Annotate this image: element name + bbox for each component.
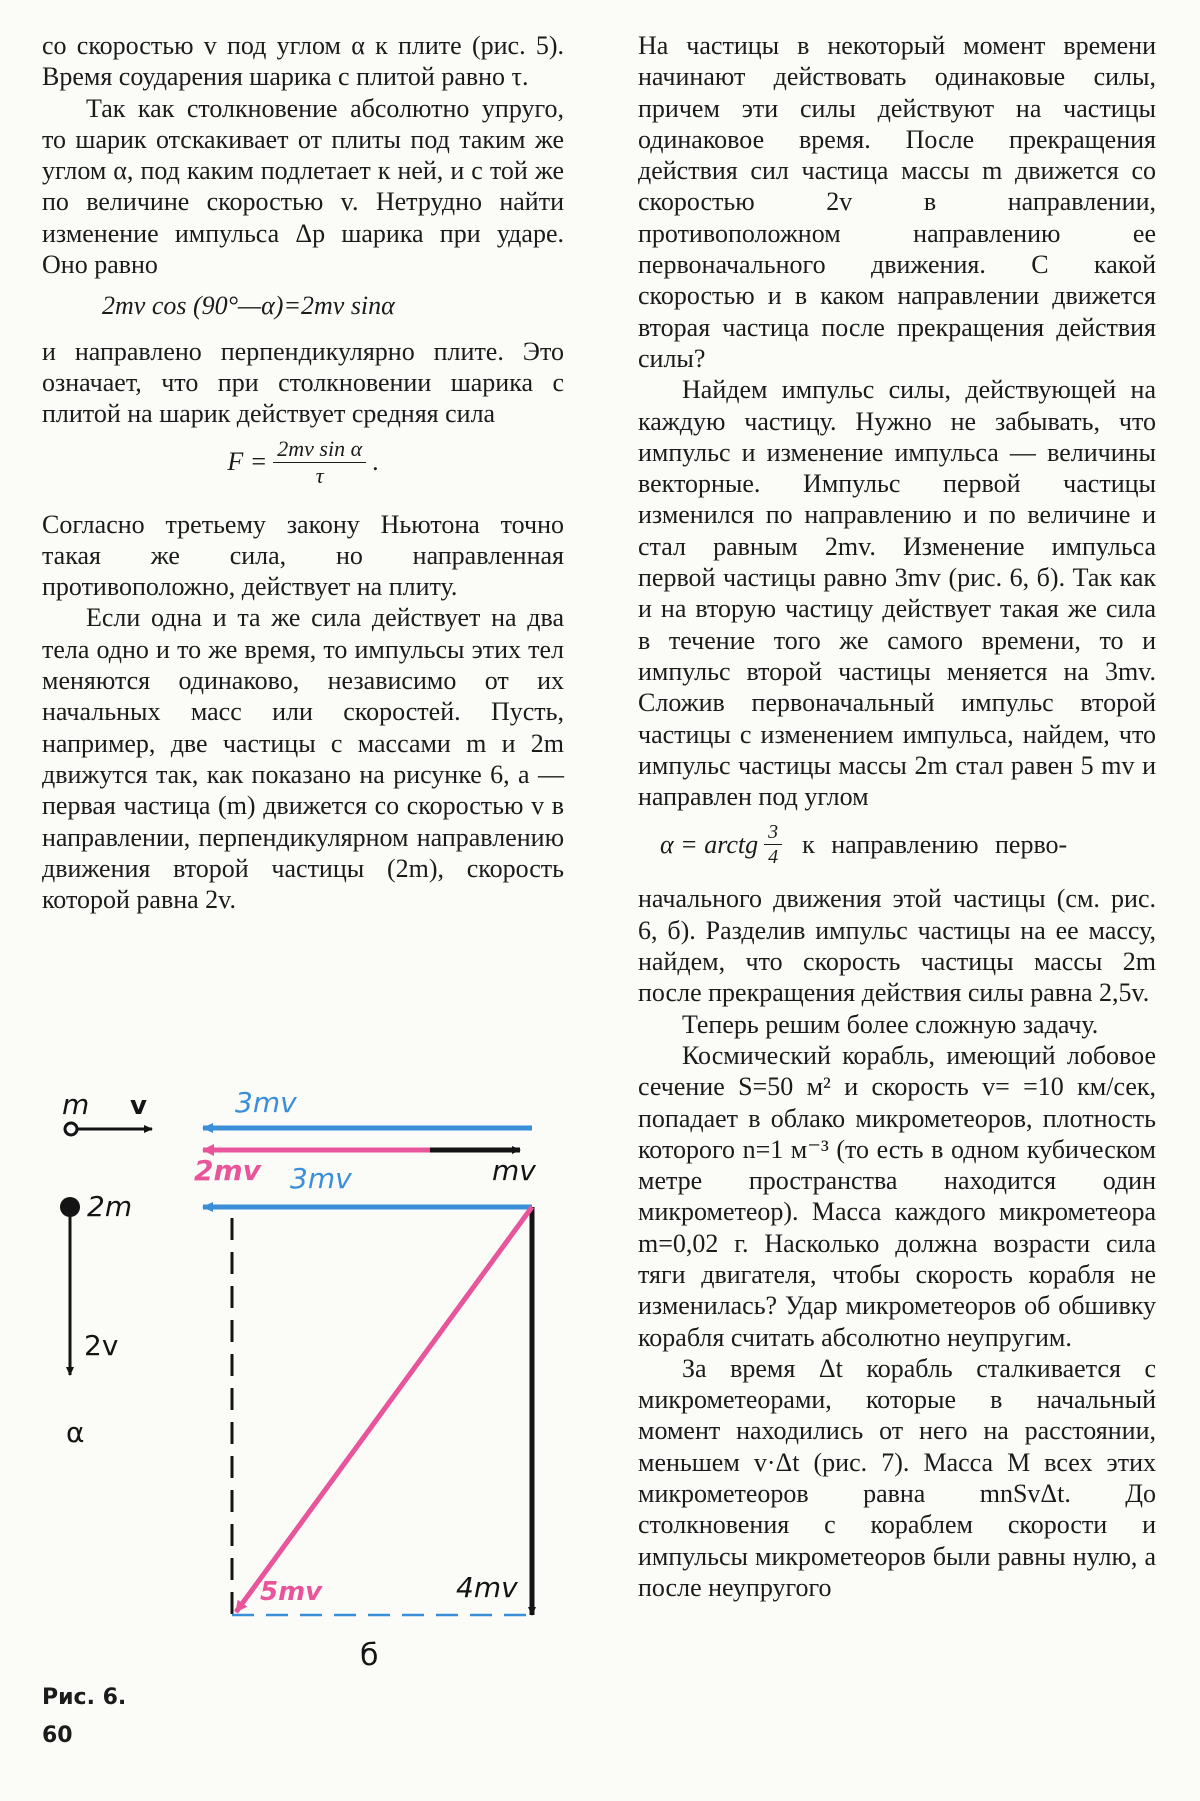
formula-angle: [638, 820, 1156, 869]
figure-6: [40, 1080, 600, 1700]
label-a: α: [66, 1416, 85, 1449]
formula-angle-numerator: 3: [764, 820, 782, 845]
formula-force-numerator: 2mv sin α: [273, 436, 366, 463]
label-3mv-mid: 3mv: [290, 1162, 352, 1195]
left-paragraph-2: Так как столкновение абсолютно упруго, то шарик отскакивает от плиты под таким же углом α, под каким подлетает к ней, и с той же по величине скоростью v. Нетрудно найти изменение импульса Δp шарика при ударе. Оно равно: [42, 93, 564, 280]
label-2v: 2v: [84, 1329, 119, 1362]
left-paragraph-4: Согласно третьему закону Ньютона точно такая же сила, но направленная противоположно, действует на плиту.: [42, 509, 564, 602]
formula-force: [42, 436, 564, 489]
label-4mv: 4mv: [456, 1571, 518, 1604]
formula-angle-lhs: α = arctg: [660, 830, 759, 860]
label-b: б: [360, 1638, 379, 1673]
label-mv: mv: [492, 1154, 536, 1187]
label-3mv-top: 3mv: [235, 1086, 297, 1119]
label-v: v: [130, 1091, 147, 1121]
right-paragraph-1: На частицы в некоторый момент времени начинают действовать одинаковые силы, причем эти силы действуют на частицы одинаковое время. После прекращения действия сил частица массы m движется со скоростью 2v в направлении, противоположном направлению ее первоначального движения. С какой скоростью и в каком направлении движется вторая частица после прекращения действия силы?: [638, 31, 1156, 373]
vector-5mv: [236, 1207, 532, 1612]
label-m: m: [62, 1088, 90, 1121]
label-2mv: 2mv: [194, 1154, 261, 1187]
formula-angle-denominator: 4: [768, 846, 779, 869]
left-paragraph-3: и направлено перпендикулярно плите. Это означает, что при столкновении шарика с плитой на шарик действует средняя сила: [42, 336, 564, 429]
formula-angle-fraction: [764, 820, 782, 869]
left-paragraph-5: Если одна и та же сила действует на два тела одно и то же время, то импульсы этих тел меняются одинаково, независимо от их начальных масс или скоростей. Пусть, например, две частицы с массами m и 2m движутся так, как показано на рисунке 6, а — первая частица (m) движется со скоростью v в направлении, перпендикулярном направлению движения второй частицы (2m), скорость которой равна 2v.: [42, 603, 564, 915]
right-paragraph-6: За время Δt корабль сталкивается с микрометеорами, которые в начальный момент находились от него на расстоянии, меньшем v·Δt (рис. 7). Масса M всех этих микрометеоров равна mnSvΔt. До столкновения с кораблем скорости и импульсы микрометеоров были равны нулю, а после неупругого: [638, 1353, 1156, 1602]
right-column: [638, 30, 1156, 1603]
formula-momentum-change: 2mv cos (90°—α)=2mv sinα: [102, 291, 395, 321]
formula-force-fraction: [273, 436, 366, 489]
page-number: 60: [42, 1723, 73, 1748]
left-paragraph-1: со скоростью v под углом α к плите (рис. 5). Время соударения шарика с плитой равно τ.: [42, 31, 564, 92]
label-5mv: 5mv: [260, 1577, 323, 1607]
right-paragraph-4: Теперь решим более сложную задачу.: [682, 1009, 1099, 1039]
left-column: [42, 30, 564, 915]
particle-m: [65, 1123, 77, 1135]
right-paragraph-3: начального движения этой частицы (см. рис. 6, б). Разделив импульс частицы на ее массу, найдем, что скорость частицы массы 2m после прекращения действия силы равна 2,5v.: [638, 884, 1156, 1008]
formula-angle-rhs: к направлению перво-: [802, 830, 1068, 860]
right-paragraph-5: Космический корабль, имеющий лобовое сечение S=50 м² и скорость v= =10 км/сек, попадает в облако микрометеоров, плотность которого n=1 м⁻³ (то есть в одном кубическом метре пространства находится один микрометеор). Масса каждого микрометеора m=0,02 г. Насколько должна возрасти сила тяги двигателя, чтобы скорость корабля не изменилась? Удар микрометеоров об обшивку корабля считать абсолютно неупругим.: [638, 1040, 1156, 1352]
particle-2m: [60, 1197, 80, 1217]
right-paragraph-2: Найдем импульс силы, действующей на каждую частицу. Нужно не забывать, что импульс и изменение импульса — величины векторные. Импульс первой частицы изменился по направлению и по величине и стал равным 2mv. Изменение импульса первой частицы равно 3mv (рис. 6, б). Так как и на вторую частицу действует такая же сила в течение того же самого времени, то и импульс второй частицы меняется на 3mv. Сложив первоначальный импульс второй частицы с изменением импульса, найдем, что импульс частицы массы 2m стал равен 5 mv и направлен под углом: [638, 375, 1156, 812]
figure-caption: Рис. 6.: [42, 1685, 127, 1710]
formula-force-lhs: F =: [227, 447, 268, 477]
formula-force-period: .: [372, 447, 379, 477]
label-2m: 2m: [87, 1190, 133, 1223]
formula-force-denominator: τ: [315, 462, 324, 488]
